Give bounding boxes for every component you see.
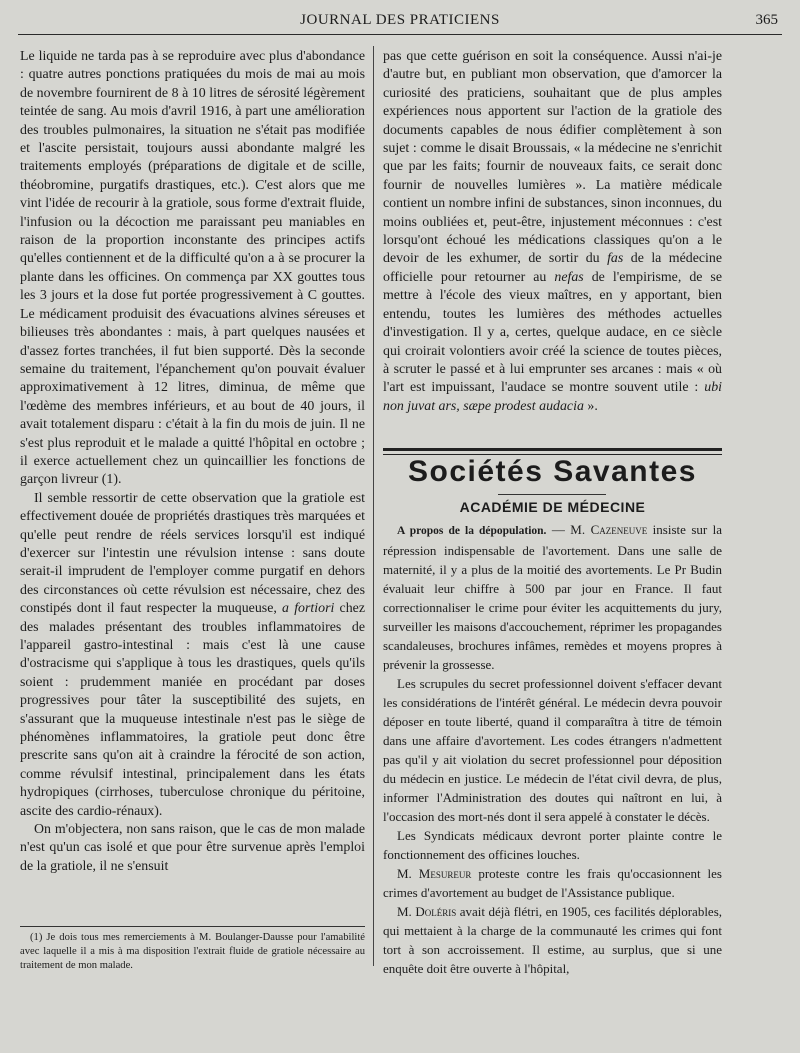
left-column bbox=[20, 48, 365, 876]
report-paragraph-5-prefix: M. bbox=[397, 904, 412, 919]
report-paragraph-2: Les scrupules du secret professionnel doivent s'effacer devant les considérations de l'intérêt général. Le médecin devra pouvoir déposer en toute liberté, quand il comparaîtra à titre de témoin dans une affaire d'avortement. Les codes étrangers n'admettent pas qu'il y ait violation du secret professionnel pour déposition du médecin en justice. Le médecin de l'état civil devra, de plus, informer l'Administration des doutes qui naîtront en lui, à l'occasion des mort-nés dont il sera appelé à constater le décès. bbox=[383, 676, 722, 824]
left-paragraph-1: Le liquide ne tarda pas à se reproduire avec plus d'abondance : quatre autres ponctions pratiquées du mois de mai au mois de novembre fournirent de 8 à 10 litres de sérosité légèrement teintée de sang. Au mois d'avril 1916, à part une amélioration des troubles pulmonaires, la situation ne s'était pas modifiée et l'ascite persistait, toujours aussi abondante malgré les traitements employés (préparations de digitale et de scille, théobromine, purgatifs drastiques, etc.). C'est alors que me vint l'idée de recourir à la gratiole, sous forme d'extrait fluide, l'infusion ou la décoction me paraissant peu maniables en raison de la proportion inconstante des principes actifs qu'elles contiennent et de la difficulté qu'on a à se procurer la plante dans les officines. On commença par XX gouttes tous les 3 jours et la dose fut portée progressivement à C gouttes. Le médicament produisit des évacuations alvines séreuses et bilieuses très abondantes : mais, à part quelques nausées et d'assez fortes tranchées, il fut bien supporté. Dès la seconde semaine du traitement, l'épanchement qu'on pouvait évaluer approximativement à 12 litres, diminua, de même que l'œdème des membres inférieurs, et au bout de 40 jours, il avait totalement disparu : c'était à la fin du mois de juin. Il ne s'est plus reproduit et le malade a quitté l'hôpital en octobre ; il exerce actuellement chez un quincaillier les fonctions de garçon livreur (1). bbox=[20, 49, 365, 488]
report-paragraph-4-prefix: M. bbox=[397, 866, 412, 881]
report-paragraph-1 bbox=[383, 520, 722, 674]
left-paragraph-2-part-a: Il semble ressortir de cette observation que la gratiole est effectivement douée de propriétés drastiques très marquées et qu'elle peut rendre de réels services lorsqu'il est indiqué d'exercer sur l'intestin une révulsion intense : sans doute serait-il imprudent de l'employer comme purgatif en dehors des circonstances où cette révulsion est nécessaire, chez des constipés dont il faut respecter la muqueuse, bbox=[20, 490, 365, 617]
speaker-mesureur: Mesureur bbox=[418, 866, 472, 881]
running-head bbox=[18, 10, 782, 35]
right-paragraph-1-end: ». bbox=[587, 398, 598, 414]
right-column-bottom bbox=[383, 520, 722, 978]
academy-title: ACADÉMIE DE MÉDECINE bbox=[459, 499, 646, 515]
speaker-doleris: Doléris bbox=[415, 904, 457, 919]
page-number: 365 bbox=[755, 12, 778, 28]
left-paragraph-2 bbox=[20, 490, 365, 821]
fas-italic: fas bbox=[607, 251, 624, 267]
report-dash: — M. bbox=[551, 522, 586, 537]
footnote-rule bbox=[20, 926, 365, 927]
a-fortiori-italic: a fortiori bbox=[282, 601, 335, 617]
lead-label: A propos de la dépopulation. bbox=[397, 525, 547, 537]
nefas-italic: nefas bbox=[554, 269, 584, 285]
right-paragraph-1 bbox=[383, 48, 722, 416]
report-paragraph-4-text: proteste contre les frais qu'occasionnent les crimes d'avortement au budget de l'Assistance publique. bbox=[383, 866, 722, 900]
left-paragraph-3: On m'objectera, non sans raison, que le cas de mon malade n'est qu'un cas isolé et que pour être survenue après l'emploi de la gratiole, il ne s'ensuit bbox=[20, 822, 365, 874]
right-paragraph-1-part-c: de l'empirisme, de se mettre à l'école des vieux maîtres, en y apportant, bien entendu, toutes les lumières des méthodes actuelles d'investigation. Il y a, certes, quelque audace, en ce siècle qui croirait volontiers avoir créé la science de toutes pièces, à scruter le passé et à lui emprunter ses arcanes : mais « où l'art est impuissant, l'audace se montre souvent utile : bbox=[383, 269, 723, 396]
footnote-text: (1) Je dois tous mes remerciements à M. Boulanger-Dausse pour l'amabilité avec laquelle il a mis à ma disposition l'extrait fluide de gratiole nécessaire au traitement de mon malade. bbox=[20, 932, 365, 971]
right-paragraph-1-part-b: de la médecine officielle pour retourner au bbox=[383, 251, 723, 285]
right-column-top bbox=[383, 48, 722, 416]
section-title: Sociétés Savantes bbox=[408, 455, 697, 488]
latin-quote: ubi non juvat ars, sæpe prodest audacia bbox=[383, 380, 722, 414]
section-subrule bbox=[498, 494, 606, 495]
section-rule-thick bbox=[383, 448, 722, 451]
left-paragraph-2-part-b: chez des malades présentant des troubles inflammatoires de l'appareil gastro-intestinal : mais c'est là une cause d'ostracisme qui s'applique à tous les drastiques, quels qu'ils soient : prudemment maniée en procédant par doses progressives pour tâter la susceptibilité des sujets, en s'assurant que la muqueuse intestinale n'est pas le siège de phénomènes inflammatoires, la gratiole peut donc être prescrite sans qu'on ait à craindre la férocité de son action, comme révulsif intestinal, principalement dans les états hydropiques (cirrhoses, tuberculose chronique du péritoine, ascite des cardio-rénaux). bbox=[20, 601, 365, 819]
report-paragraph-1-text: insiste sur la répression indispensable de l'avortement. Dans une salle de maternité, il y a plus de la moitié des avortements. Le Pr Budin évaluait leur chiffre à 500 par jour en France. Il faut correctionnaliser le crime pour éviter les acquittements du jury, surveiller les maisons d'accouchement, réprimer les propagandes scandaleuses, brochures infâmes, remèdes et moyens propres à prévenir la grossesse. bbox=[383, 522, 723, 672]
journal-title: JOURNAL DES PRATICIENS bbox=[300, 12, 500, 28]
footnote bbox=[20, 931, 365, 973]
report-paragraph-3: Les Syndicats médicaux devront porter plainte contre le fonctionnement des officines louches. bbox=[383, 828, 722, 862]
report-paragraph-5 bbox=[383, 902, 722, 978]
column-divider bbox=[373, 46, 374, 966]
report-paragraph-5-text: avait déjà flétri, en 1905, ces facilités déplorables, qui mettaient à la charge de la communauté les crimes qui font tort à son accroissement. Il estime, au surplus, que si une enquête doit être ouverte à l'hôpital, bbox=[383, 904, 723, 976]
report-paragraph-4 bbox=[383, 864, 722, 902]
right-paragraph-1-part-a: pas que cette guérison en soit la conséquence. Aussi n'ai-je d'autre but, en publiant mon observation, que d'amorcer la curiosité des praticiens, souhaitant que de plus amples expériences nous apportent sur l'action de la gratiole des documents capables de nous édifier complètement à son sujet : comme le disait Broussais, « la médecine ne s'enrichit que par les faits; fournir de nouveaux faits, ce serait donc fournir de nouvelles lumières ». La matière médicale contient un nombre infini de substances, sinon inconnues, du moins oubliées et, peut-être, injustement méconnues : c'est lorsqu'ont échoué les médications classiques qu'on a le devoir de les exhumer, de sortir du bbox=[383, 49, 722, 267]
speaker-cazeneuve: Cazeneuve bbox=[590, 522, 648, 537]
